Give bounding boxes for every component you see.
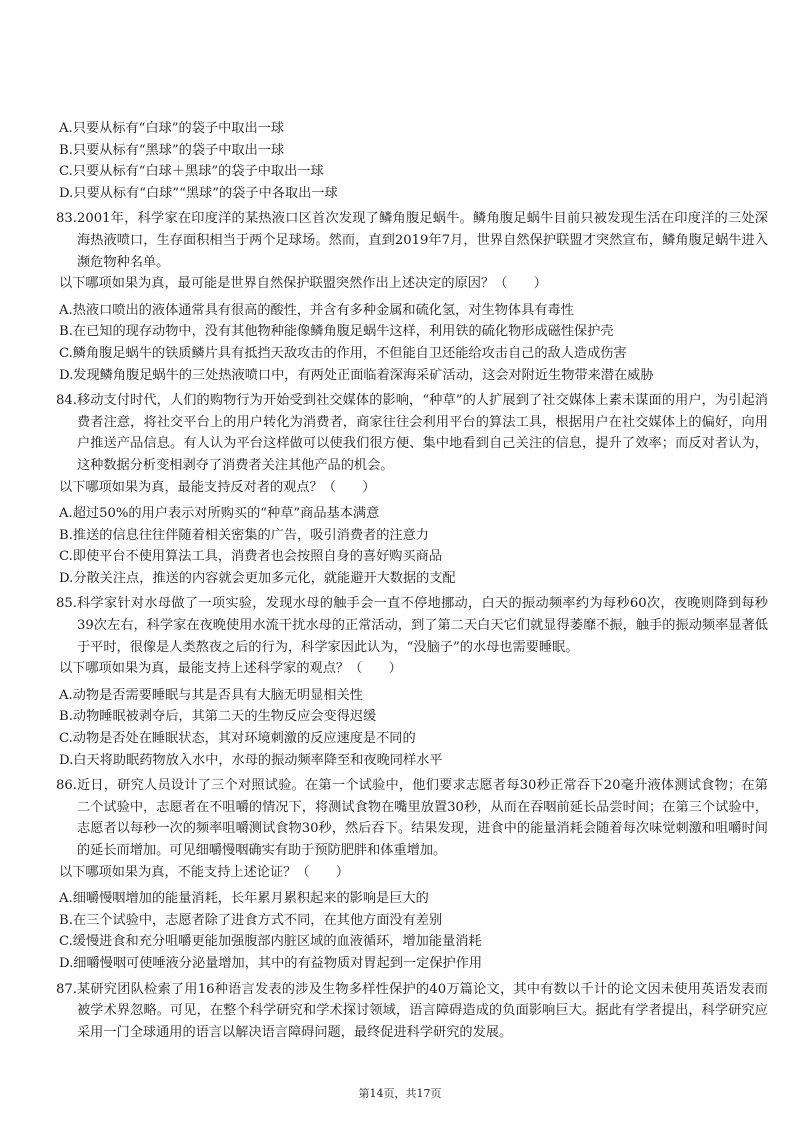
option-a: A.动物是否需要睡眠与其是否具有大脑无明显相关性 xyxy=(59,687,363,703)
option-b: B.动物睡眠被剥夺后，其第二天的生物反应会变得迟缓 xyxy=(59,709,377,725)
question-stem xyxy=(56,775,768,861)
top-options xyxy=(56,118,768,204)
question-number: 85. xyxy=(56,596,77,612)
page-footer: 第14页，共17页 xyxy=(358,1087,442,1100)
page-content xyxy=(56,118,768,1043)
option-d: D.发现鳞角腹足蜗牛的三处热液喷口中，有两处正面临着深海采矿活动，这会对附近生物带来潜在威胁 xyxy=(59,367,654,383)
question-number: 86. xyxy=(56,778,77,794)
option-b: B.推送的信息往往伴随着相关密集的广告，吸引消费者的注意力 xyxy=(59,527,429,543)
question-prompt: 以下哪项如果为真，最可能是世界自然保护联盟突然作出上述决定的原因？（ ） xyxy=(59,276,547,292)
question-prompt: 以下哪项如果为真，最能支持反对者的观点？（ ） xyxy=(59,479,376,495)
option-d: D.白天将助眠药物放入水中，水母的振动频率降至和夜晚同样水平 xyxy=(59,752,443,768)
option-d: D.细嚼慢咽可使唾液分泌量增加，其中的有益物质对胃起到一定保护作用 xyxy=(59,955,483,971)
option-a: A.热液口喷出的液体通常具有很高的酸性，并含有多种金属和硫化氢，对生物体具有毒性 xyxy=(59,302,574,318)
option-a: A.只要从标有“白球”的袋子中取出一球 xyxy=(59,121,285,136)
question-prompt: 以下哪项如果为真，最能支持上述科学家的观点？（ ） xyxy=(59,661,402,677)
question-stem xyxy=(56,979,768,1044)
option-b: B.在三个试验中，志愿者除了进食方式不同，在其他方面没有差别 xyxy=(59,912,443,928)
question-84 xyxy=(56,390,768,589)
question-text: 某研究团队检索了用16种语言发表的涉及生物多样性保护的40万篇论文，其中有数以千计的论文因未使用英语发表而被学术界忽略。可见，在整个科学研究和学术探讨领域，语言障碍造成的负面影响巨大。据此有学者提出，科学研究应采用一门全球通用的语言以解决语言障碍问题，最终促进科学研究的发展。 xyxy=(76,981,768,1040)
option-c: C.只要从标有“白球＋黑球”的袋子中取出一球 xyxy=(59,164,324,180)
question-prompt: 以下哪项如果为真，不能支持上述论证？（ ） xyxy=(59,864,350,880)
option-c: C.即使平台不使用算法工具，消费者也会按照自身的喜好购买商品 xyxy=(59,549,443,565)
option-c: C.鳞角腹足蜗牛的铁质鳞片具有抵挡天敌攻击的作用，不但能自卫还能给攻击自己的敌人造成伤害 xyxy=(59,345,627,361)
question-85 xyxy=(56,593,768,771)
question-86 xyxy=(56,775,768,974)
question-87 xyxy=(56,979,768,1044)
question-stem xyxy=(56,593,768,658)
option-b: B.在已知的现存动物中，没有其他物种能像鳞角腹足蜗牛这样，利用铁的硫化物形成磁性保护壳 xyxy=(59,324,614,340)
option-a: A.细嚼慢咽增加的能量消耗，长年累月累积起来的影响是巨大的 xyxy=(59,891,429,907)
question-number: 87. xyxy=(56,981,77,997)
question-text: 科学家针对水母做了一项实验，发现水母的触手会一直不停地挪动，白天的振动频率约为每秒60次，夜晚则降到每秒39次左右，科学家在夜晚使用水流干扰水母的正常活动，到了第二天白天它们就显得萎靡不振，触手的振动频率显著低于平时，很像是人类熬夜之后的行为，科学家因此认为，“没脑子”的水母也需要睡眠。 xyxy=(76,596,768,655)
option-c: C.动物是否处在睡眠状态，其对环境刺激的反应速度是不同的 xyxy=(59,731,416,747)
option-c: C.缓慢进食和充分咀嚼更能加强腹部内脏区域的血液循环，增加能量消耗 xyxy=(59,934,482,950)
option-d: D.分散关注点，推送的内容就会更加多元化，就能避开大数据的支配 xyxy=(59,570,456,586)
question-number: 84. xyxy=(56,393,77,409)
question-text: 2001年，科学家在印度洋的某热液口区首次发现了鳞角腹足蜗牛。鳞角腹足蜗牛目前只被发现生活在印度洋的三处深海热液喷口，生存面积相当于两个足球场。然而，直到2019年7月，世界自然保护联盟才突然宣布，鳞角腹足蜗牛进入濒危物种名单。 xyxy=(76,211,768,270)
question-83 xyxy=(56,208,768,386)
question-text: 移动支付时代，人们的购物行为开始受到社交媒体的影响，“种草”的人扩展到了社交媒体上素未谋面的用户，为引起消费者注意，将社交平台上的用户转化为消费者，商家往往会利用平台的算法工具，根据用户在社交媒体上的偏好，向用户推送产品信息。有人认为平台这样做可以使我们很方便、集中地看到自己关注的信息，提升了效率；而反对者认为，这种数据分析变相剥夺了消费者关注其他产品的机会。 xyxy=(76,393,768,473)
question-number: 83. xyxy=(56,211,77,227)
question-stem xyxy=(56,208,768,273)
option-d: D.只要从标有“白球”“黑球”的袋子中各取出一球 xyxy=(59,185,338,201)
option-b: B.只要从标有“黑球”的袋子中取出一球 xyxy=(59,142,285,158)
option-a: A.超过50%的用户表示对所购买的“种草”商品基本满意 xyxy=(59,506,380,522)
question-stem xyxy=(56,390,768,476)
question-text: 近日，研究人员设计了三个对照试验。在第一个试验中，他们要求志愿者每30秒正常吞下20毫升液体测试食物；在第二个试验中，志愿者在不咀嚼的情况下，将测试食物在嘴里放置30秒，从而在吞咽前延长品尝时间；在第三个试验中，志愿者以每秒一次的频率咀嚼测试食物30秒，然后吞下。结果发现，进食中的能量消耗会随着每次味觉刺激和咀嚼时间的延长而增加。可见细嚼慢咽确实有助于预防肥胖和体重增加。 xyxy=(76,778,768,858)
